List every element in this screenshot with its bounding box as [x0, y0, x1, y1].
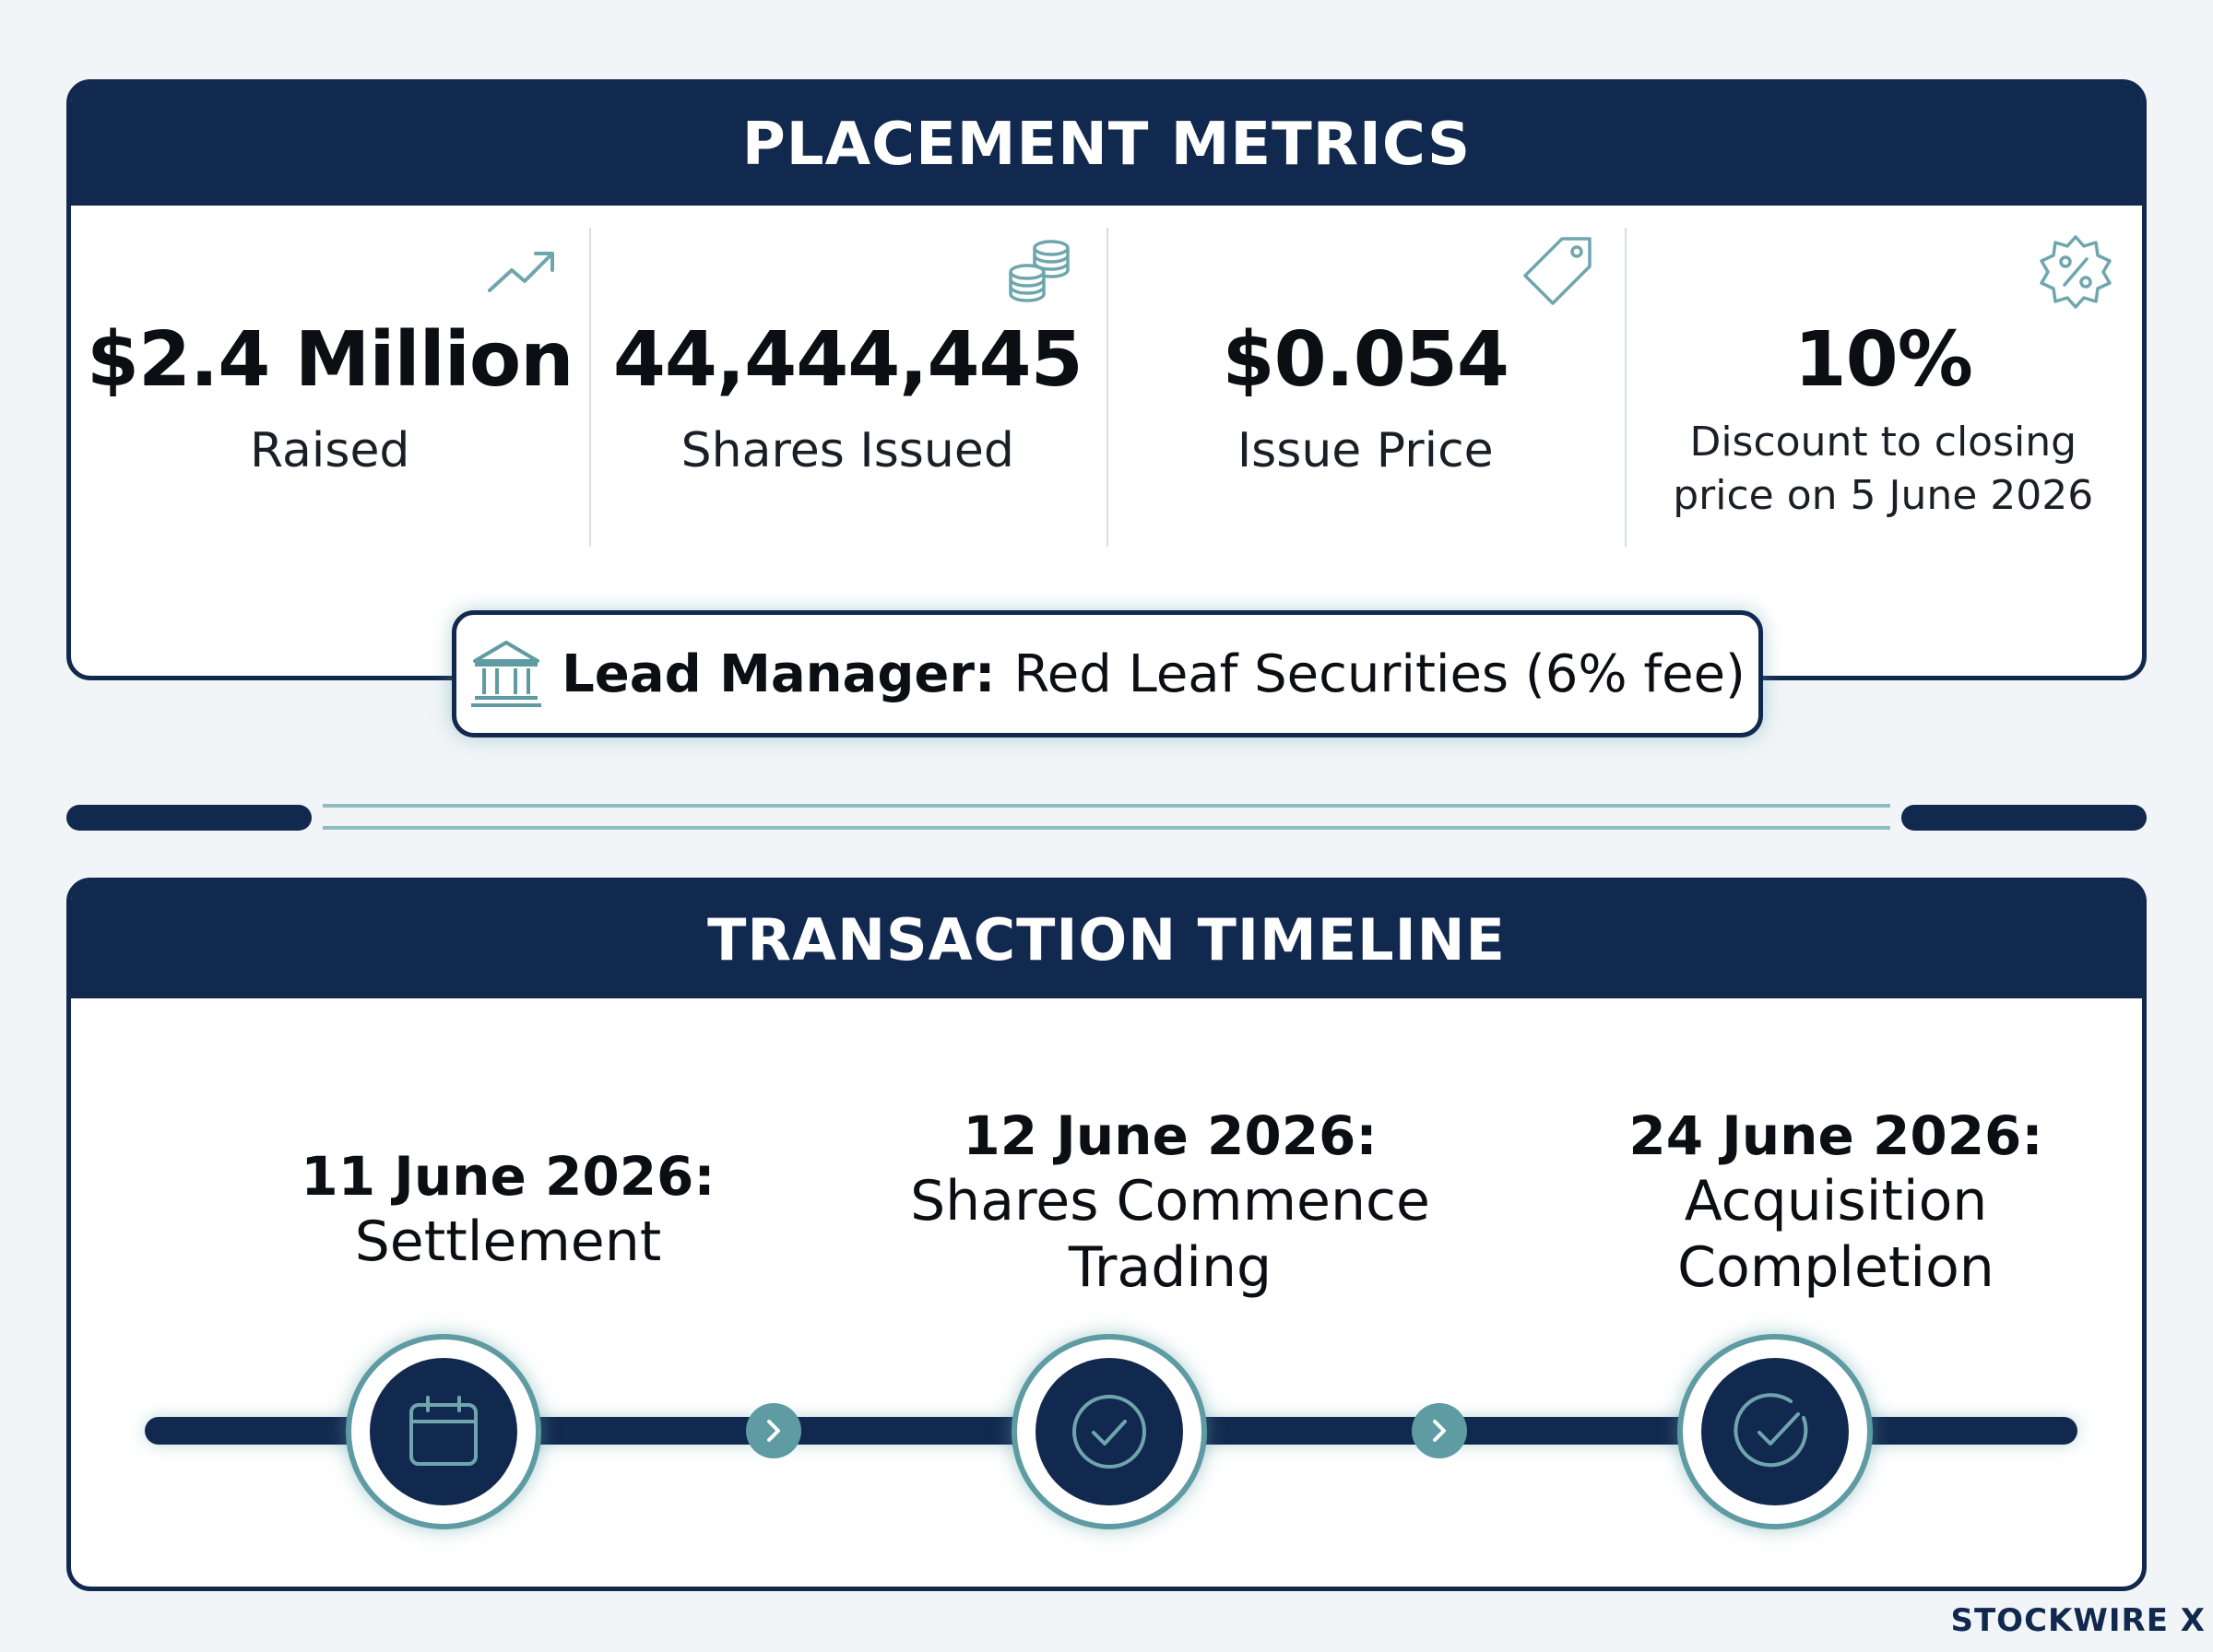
transaction-timeline-panel: [66, 878, 2147, 1591]
divider-bar-left: [66, 805, 312, 831]
metric-issue-price: [1106, 206, 1625, 556]
trending-up-icon: [484, 233, 562, 311]
milestone-label: Acquisition: [1684, 1169, 1988, 1233]
metric-value: 44,444,445: [612, 316, 1083, 404]
placement-metrics-panel: [66, 79, 2147, 680]
timeline-node-settlement: [346, 1334, 541, 1529]
check-circle-icon: [1734, 1390, 1817, 1473]
lead-manager-value: Red Leaf Securities (6% fee): [1013, 643, 1746, 704]
metric-label: [1625, 416, 2143, 523]
metric-raised: [71, 206, 589, 556]
metric-shares-issued: [589, 206, 1107, 556]
metric-label: Issue Price: [1237, 423, 1494, 478]
milestone-date: 11 June 2026:: [301, 1145, 716, 1208]
brand-logo: STOCKWIRE X: [1950, 1602, 2206, 1639]
calendar-icon: [404, 1392, 483, 1471]
divider-line-top: [323, 804, 1890, 808]
divider-line-bottom: [323, 826, 1890, 830]
metric-value: $2.4 Million: [86, 316, 574, 404]
metrics-row: [71, 206, 2142, 556]
price-tag-icon: [1520, 233, 1597, 311]
milestone-date: 12 June 2026:: [963, 1104, 1378, 1167]
timeline-node-trading: [1012, 1334, 1207, 1529]
milestone-settlement: [213, 1144, 803, 1275]
metric-label-line: Discount to closing: [1689, 419, 2077, 466]
transaction-timeline-title: TRANSACTION TIMELINE: [71, 882, 2142, 998]
milestone-label: Completion: [1677, 1235, 1994, 1300]
metric-value: 10%: [1793, 316, 1972, 404]
milestone-label: Settlement: [354, 1210, 662, 1274]
lead-manager-label: Lead Manager:: [562, 643, 996, 704]
milestone-completion: [1541, 1103, 2131, 1301]
milestone-date: 24 June 2026:: [1628, 1104, 2043, 1167]
milestone-label: Shares Commence: [910, 1169, 1430, 1233]
chevron-right-icon: [1412, 1403, 1467, 1458]
metric-label: Raised: [250, 423, 410, 478]
chevron-right-icon: [746, 1403, 801, 1458]
percent-badge-icon: [2037, 233, 2114, 311]
placement-metrics-title: PLACEMENT METRICS: [71, 84, 2142, 206]
check-circle-icon: [1068, 1390, 1151, 1473]
metric-value: $0.054: [1222, 316, 1509, 404]
coins-icon: [1001, 233, 1079, 311]
milestone-label: Trading: [1068, 1235, 1272, 1300]
lead-manager-box: [452, 610, 1763, 738]
divider-bar-right: [1901, 805, 2147, 831]
timeline-node-completion: [1677, 1334, 1873, 1529]
metric-discount: [1625, 206, 2143, 556]
bank-icon: [469, 637, 543, 711]
metric-label: Shares Issued: [680, 423, 1014, 478]
metric-label-line: price on 5 June 2026: [1673, 472, 2094, 519]
milestone-trading: [875, 1103, 1465, 1301]
